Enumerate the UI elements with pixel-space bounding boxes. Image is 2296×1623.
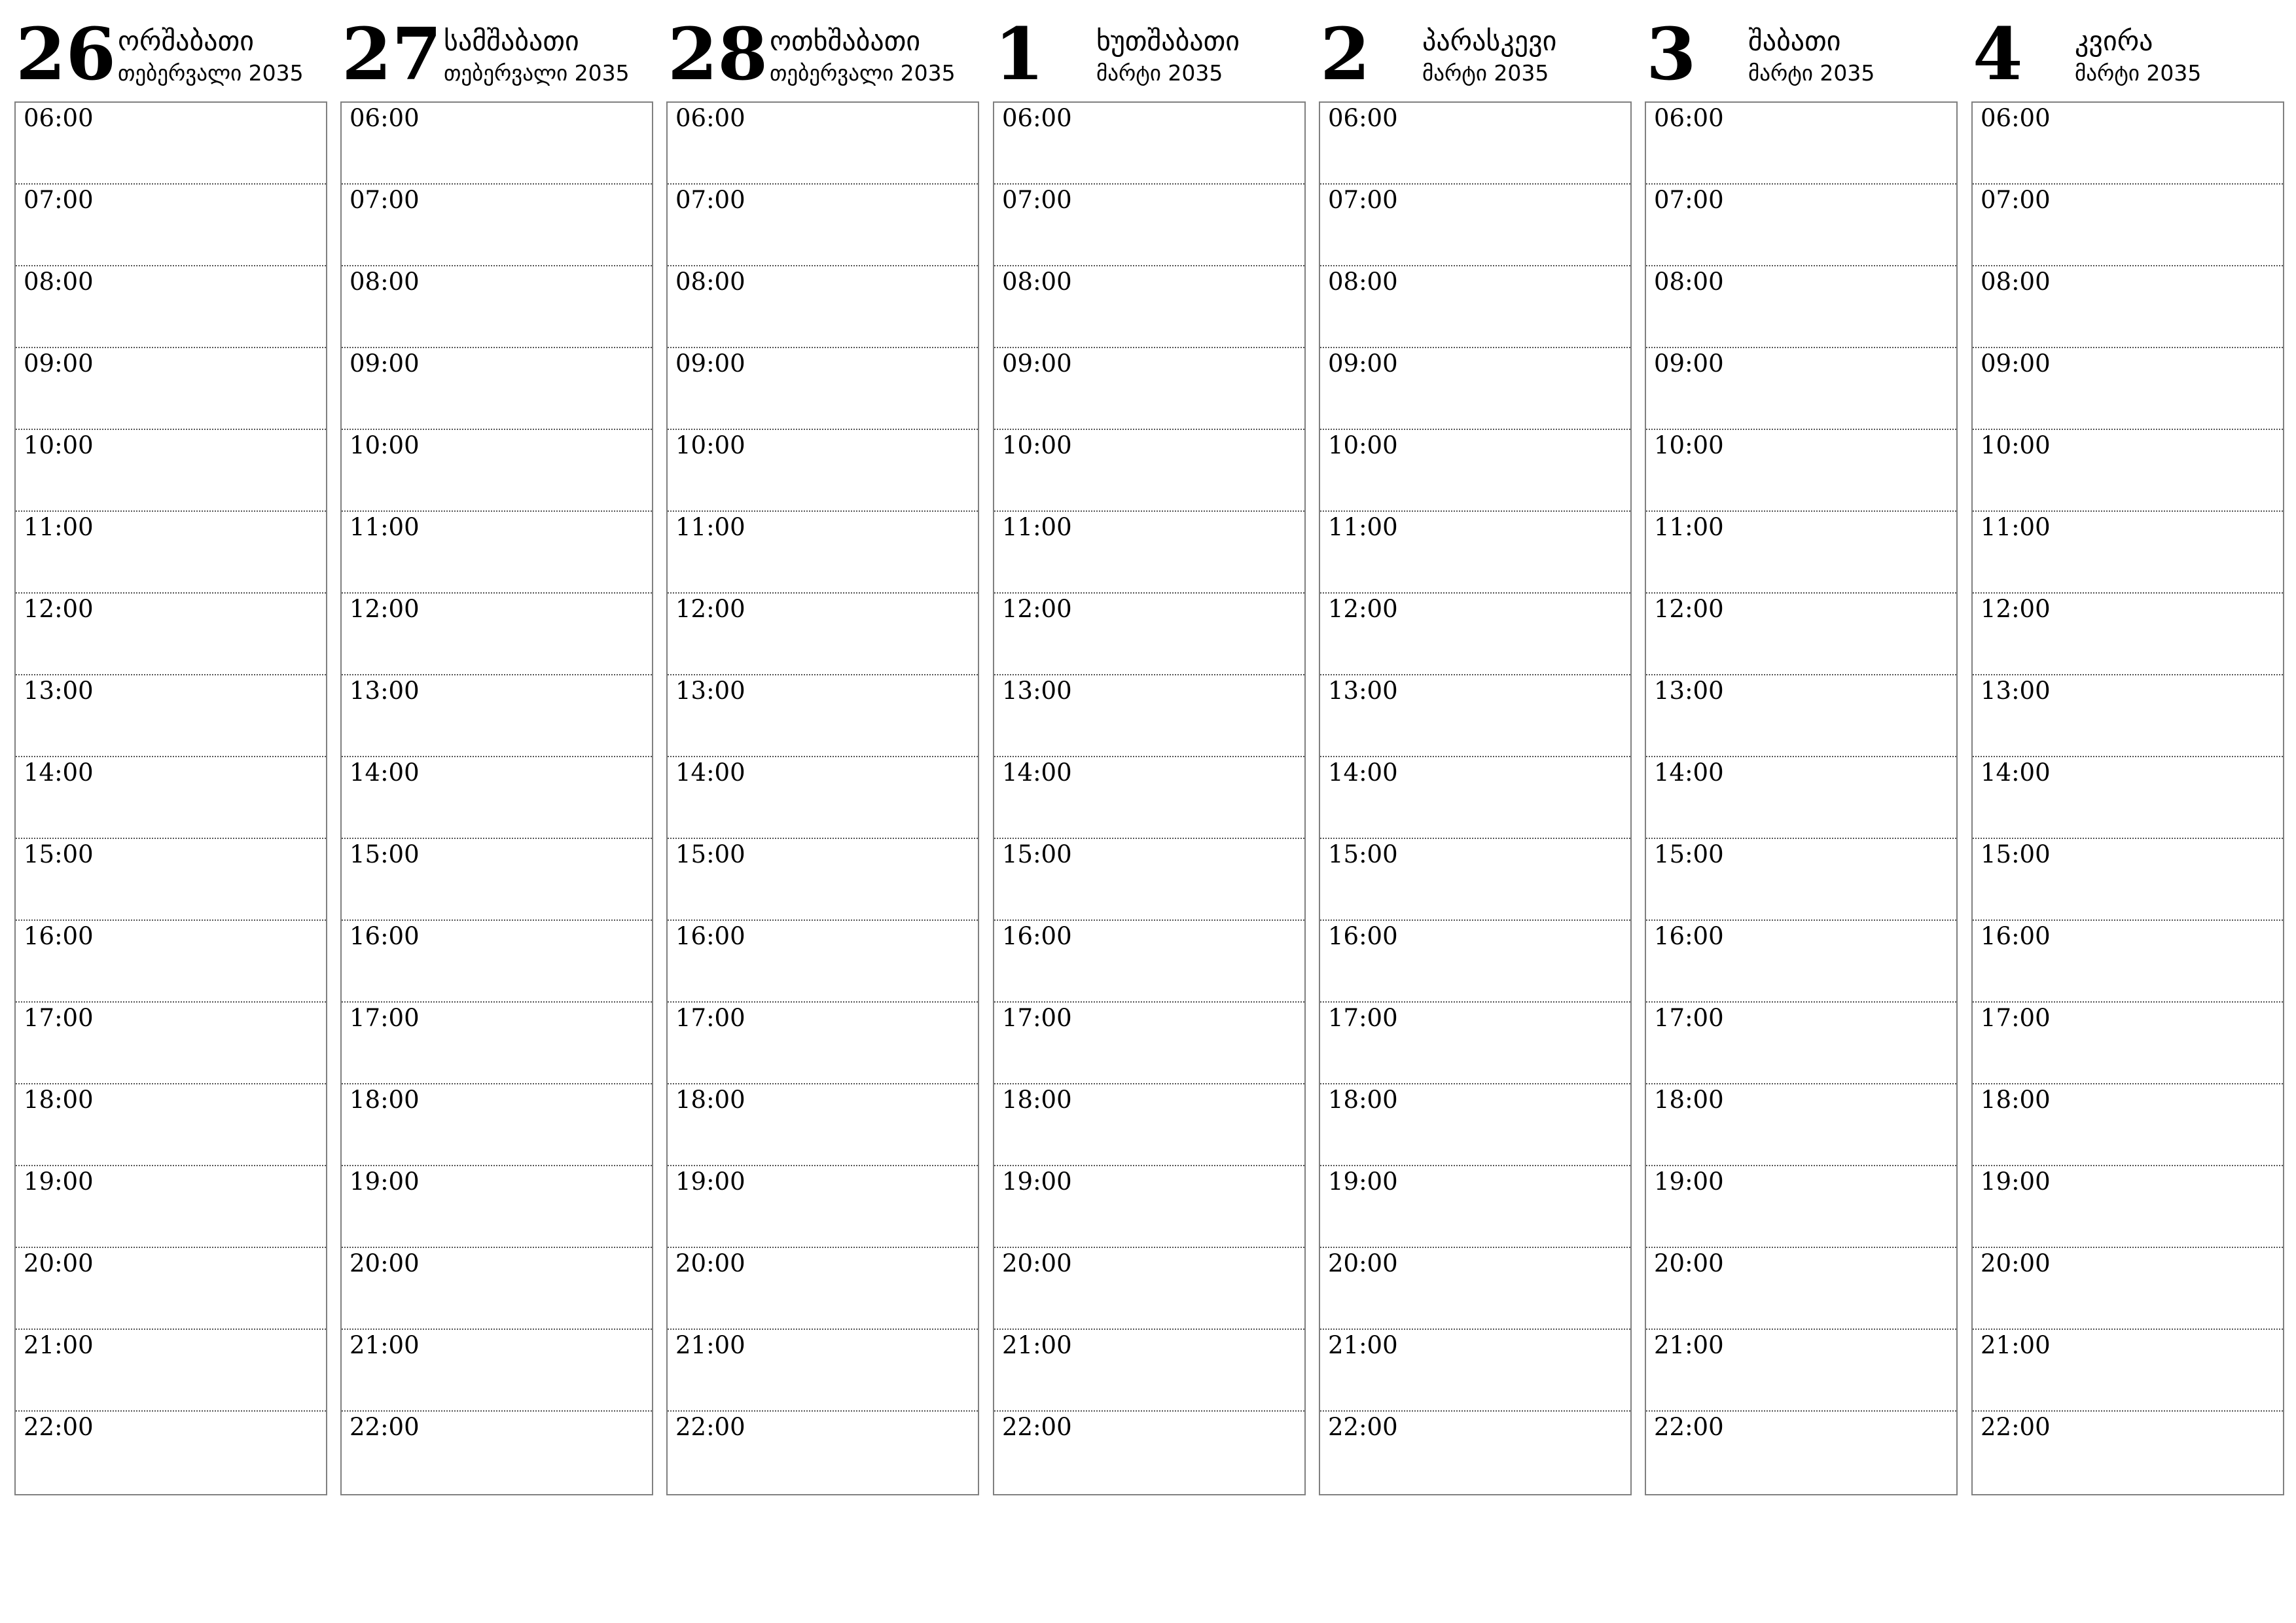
time-slot[interactable] [1320,1166,1630,1248]
day-header [14,0,327,101]
time-slot[interactable] [16,757,326,839]
time-slot[interactable] [16,185,326,266]
time-label: 07:00 [350,186,420,214]
time-label: 15:00 [350,840,420,868]
time-slot[interactable] [1646,675,1956,757]
time-label: 07:00 [1328,186,1398,214]
time-label: 19:00 [350,1168,420,1196]
time-slot[interactable] [16,1412,326,1493]
time-slot[interactable] [668,921,978,1003]
time-slot[interactable] [1646,594,1956,675]
time-label: 10:00 [675,431,745,459]
time-slot[interactable] [1973,1330,2283,1412]
time-label: 19:00 [1981,1168,2051,1196]
time-slot[interactable] [1973,921,2283,1003]
time-slot[interactable] [1646,839,1956,921]
time-label: 08:00 [1002,268,1072,296]
time-label: 13:00 [1654,677,1724,705]
time-slot[interactable] [1973,1412,2283,1493]
day-schedule-box [1971,101,2284,1495]
day-number: 4 [1973,12,2023,96]
time-label: 21:00 [1002,1331,1072,1359]
day-name: ორშაბათი [118,25,254,57]
time-slot[interactable] [342,921,652,1003]
time-slot[interactable] [668,185,978,266]
time-slot[interactable] [668,675,978,757]
time-label: 07:00 [675,186,745,214]
time-label: 08:00 [24,268,94,296]
time-label: 12:00 [675,595,745,623]
time-label: 10:00 [24,431,94,459]
time-label: 16:00 [1981,922,2051,950]
time-label: 13:00 [1002,677,1072,705]
time-slot[interactable] [1646,757,1956,839]
time-slot[interactable] [994,1166,1304,1248]
time-slot[interactable] [668,839,978,921]
time-label: 10:00 [1981,431,2051,459]
time-slot[interactable] [1973,1084,2283,1166]
time-slot[interactable] [994,185,1304,266]
day-name: პარასკევი [1422,25,1557,57]
time-slot[interactable] [16,839,326,921]
time-slot[interactable] [994,348,1304,430]
time-slot[interactable] [994,1248,1304,1330]
day-number: 27 [342,12,442,96]
time-slot[interactable] [342,512,652,594]
time-slot[interactable] [994,430,1304,512]
day-column [1971,0,2284,1441]
time-slot[interactable] [1320,839,1630,921]
time-label: 11:00 [350,513,420,541]
time-slot[interactable] [1320,185,1630,266]
time-slot[interactable] [1320,103,1630,185]
time-label: 20:00 [675,1249,745,1277]
time-label: 14:00 [1981,758,2051,787]
time-slot[interactable] [668,1412,978,1493]
time-label: 10:00 [1328,431,1398,459]
time-slot[interactable] [1320,1330,1630,1412]
time-label: 17:00 [1981,1004,2051,1032]
time-label: 13:00 [1981,677,2051,705]
time-slot[interactable] [994,757,1304,839]
time-slot[interactable] [1646,185,1956,266]
time-label: 18:00 [24,1086,94,1114]
time-label: 12:00 [1002,595,1072,623]
time-slot[interactable] [16,1003,326,1084]
time-slot[interactable] [16,1330,326,1412]
time-label: 21:00 [350,1331,420,1359]
month-year: მარტი 2035 [1096,60,1223,86]
time-label: 18:00 [350,1086,420,1114]
time-label: 09:00 [1002,349,1072,378]
time-label: 20:00 [1654,1249,1724,1277]
time-slot[interactable] [668,1248,978,1330]
time-label: 08:00 [350,268,420,296]
time-label: 20:00 [350,1249,420,1277]
time-slot[interactable] [994,921,1304,1003]
time-label: 11:00 [1328,513,1398,541]
time-label: 08:00 [1981,268,2051,296]
day-header [1319,0,1632,101]
time-label: 15:00 [1328,840,1398,868]
time-slot[interactable] [1646,1084,1956,1166]
time-slot[interactable] [342,594,652,675]
month-year: მარტი 2035 [1422,60,1549,86]
time-slot[interactable] [1320,512,1630,594]
time-slot[interactable] [668,594,978,675]
day-column [1319,0,1632,1441]
time-slot[interactable] [1646,1166,1956,1248]
time-slot[interactable] [1320,1084,1630,1166]
time-label: 19:00 [1328,1168,1398,1196]
time-label: 13:00 [1328,677,1398,705]
time-label: 15:00 [1654,840,1724,868]
time-slot[interactable] [668,348,978,430]
time-label: 17:00 [24,1004,94,1032]
day-header [340,0,653,101]
time-slot[interactable] [342,430,652,512]
time-slot[interactable] [342,1084,652,1166]
day-column [1645,0,1958,1441]
day-schedule-box [1319,101,1632,1495]
time-slot[interactable] [1646,512,1956,594]
time-slot[interactable] [1320,348,1630,430]
day-column [993,0,1306,1441]
time-label: 22:00 [675,1413,745,1441]
time-label: 17:00 [675,1004,745,1032]
time-label: 06:00 [675,104,745,132]
time-slot[interactable] [1973,1166,2283,1248]
time-slot[interactable] [16,1084,326,1166]
time-slot[interactable] [668,512,978,594]
time-label: 06:00 [1002,104,1072,132]
time-label: 16:00 [1654,922,1724,950]
time-slot[interactable] [1646,1330,1956,1412]
time-label: 15:00 [24,840,94,868]
time-label: 11:00 [1981,513,2051,541]
time-slot[interactable] [668,757,978,839]
time-label: 18:00 [1002,1086,1072,1114]
time-label: 19:00 [1654,1168,1724,1196]
time-slot[interactable] [1320,594,1630,675]
month-year: თებერვალი 2035 [444,60,630,86]
time-slot[interactable] [16,1166,326,1248]
time-slot[interactable] [994,594,1304,675]
time-label: 19:00 [1002,1168,1072,1196]
time-slot[interactable] [1973,675,2283,757]
time-slot[interactable] [16,512,326,594]
time-slot[interactable] [1973,348,2283,430]
time-label: 22:00 [24,1413,94,1441]
time-slot[interactable] [1973,512,2283,594]
time-label: 17:00 [1328,1004,1398,1032]
day-number: 28 [668,12,768,96]
time-label: 14:00 [1002,758,1072,787]
time-label: 06:00 [1328,104,1398,132]
time-label: 17:00 [1654,1004,1724,1032]
day-header [1645,0,1958,101]
time-slot[interactable] [1320,921,1630,1003]
day-name: ოთხშაბათი [770,25,921,57]
time-label: 16:00 [1328,922,1398,950]
time-label: 22:00 [1981,1413,2051,1441]
time-label: 09:00 [1328,349,1398,378]
time-slot[interactable] [16,1248,326,1330]
time-label: 10:00 [350,431,420,459]
time-label: 19:00 [24,1168,94,1196]
time-label: 09:00 [1981,349,2051,378]
time-label: 09:00 [24,349,94,378]
time-slot[interactable] [994,103,1304,185]
time-label: 16:00 [675,922,745,950]
time-label: 14:00 [24,758,94,787]
time-slot[interactable] [1320,675,1630,757]
time-slot[interactable] [342,266,652,348]
time-slot[interactable] [1646,430,1956,512]
time-label: 11:00 [1654,513,1724,541]
day-name: კვირა [2075,25,2153,57]
time-label: 18:00 [675,1086,745,1114]
time-label: 06:00 [350,104,420,132]
time-slot[interactable] [668,430,978,512]
month-year: თებერვალი 2035 [770,60,956,86]
time-label: 09:00 [350,349,420,378]
time-label: 14:00 [350,758,420,787]
time-slot[interactable] [1973,594,2283,675]
time-slot[interactable] [342,348,652,430]
time-slot[interactable] [1320,757,1630,839]
day-number: 1 [994,12,1045,96]
day-name: შაბათი [1748,25,1841,57]
time-slot[interactable] [342,757,652,839]
time-slot[interactable] [994,512,1304,594]
time-slot[interactable] [1973,839,2283,921]
time-slot[interactable] [1646,1248,1956,1330]
time-label: 12:00 [1654,595,1724,623]
time-label: 17:00 [350,1004,420,1032]
time-slot[interactable] [342,103,652,185]
day-schedule-box [340,101,653,1495]
time-label: 21:00 [675,1331,745,1359]
time-slot[interactable] [1320,430,1630,512]
time-slot[interactable] [342,185,652,266]
day-column [666,0,979,1441]
day-number: 26 [16,12,117,96]
time-label: 16:00 [1002,922,1072,950]
time-label: 22:00 [1654,1413,1724,1441]
time-label: 12:00 [350,595,420,623]
day-number: 2 [1320,12,1371,96]
time-label: 07:00 [1002,186,1072,214]
time-slot[interactable] [16,430,326,512]
month-year: მარტი 2035 [2075,60,2202,86]
time-label: 06:00 [24,104,94,132]
time-slot[interactable] [994,839,1304,921]
day-name: სამშაბათი [444,25,579,57]
time-slot[interactable] [994,1084,1304,1166]
time-label: 15:00 [1002,840,1072,868]
time-slot[interactable] [994,1003,1304,1084]
time-label: 06:00 [1981,104,2051,132]
time-slot[interactable] [668,1003,978,1084]
time-label: 20:00 [1981,1249,2051,1277]
time-slot[interactable] [342,1003,652,1084]
time-slot[interactable] [16,266,326,348]
day-header [666,0,979,101]
time-label: 14:00 [1654,758,1724,787]
time-slot[interactable] [668,1330,978,1412]
time-label: 22:00 [350,1413,420,1441]
time-label: 10:00 [1002,431,1072,459]
time-label: 13:00 [675,677,745,705]
day-schedule-box [666,101,979,1495]
time-label: 17:00 [1002,1004,1072,1032]
time-label: 08:00 [1654,268,1724,296]
day-number: 3 [1646,12,1696,96]
time-label: 06:00 [1654,104,1724,132]
time-label: 21:00 [1981,1331,2051,1359]
time-slot[interactable] [1646,266,1956,348]
time-label: 07:00 [24,186,94,214]
time-slot[interactable] [1973,757,2283,839]
day-schedule-box [14,101,327,1495]
day-header [993,0,1306,101]
time-slot[interactable] [668,1084,978,1166]
time-label: 09:00 [675,349,745,378]
time-label: 08:00 [1328,268,1398,296]
time-slot[interactable] [342,1248,652,1330]
day-column [340,0,653,1441]
time-label: 14:00 [1328,758,1398,787]
day-header [1971,0,2284,101]
time-slot[interactable] [16,594,326,675]
time-slot[interactable] [16,348,326,430]
time-slot[interactable] [1973,103,2283,185]
time-label: 14:00 [675,758,745,787]
time-label: 12:00 [1328,595,1398,623]
time-label: 11:00 [24,513,94,541]
time-label: 18:00 [1654,1086,1724,1114]
time-slot[interactable] [1320,1003,1630,1084]
time-label: 21:00 [1654,1331,1724,1359]
time-slot[interactable] [342,1166,652,1248]
time-slot[interactable] [1973,1003,2283,1084]
time-slot[interactable] [342,675,652,757]
time-label: 21:00 [1328,1331,1398,1359]
time-slot[interactable] [1973,430,2283,512]
time-label: 13:00 [24,677,94,705]
time-slot[interactable] [1646,1412,1956,1493]
time-label: 16:00 [350,922,420,950]
time-label: 10:00 [1654,431,1724,459]
time-slot[interactable] [1646,348,1956,430]
time-label: 20:00 [24,1249,94,1277]
time-slot[interactable] [668,266,978,348]
time-slot[interactable] [994,1330,1304,1412]
time-label: 12:00 [1981,595,2051,623]
day-name: ხუთშაბათი [1096,25,1240,57]
time-label: 18:00 [1981,1086,2051,1114]
time-label: 09:00 [1654,349,1724,378]
time-label: 18:00 [1328,1086,1398,1114]
time-label: 21:00 [24,1331,94,1359]
time-label: 11:00 [675,513,745,541]
time-slot[interactable] [342,839,652,921]
time-label: 22:00 [1002,1413,1072,1441]
time-slot[interactable] [1973,266,2283,348]
time-slot[interactable] [1320,1412,1630,1493]
time-slot[interactable] [1973,185,2283,266]
time-slot[interactable] [16,675,326,757]
month-year: მარტი 2035 [1748,60,1875,86]
day-column [14,0,327,1441]
time-label: 15:00 [1981,840,2051,868]
time-slot[interactable] [342,1412,652,1493]
time-label: 16:00 [24,922,94,950]
time-slot[interactable] [1973,1248,2283,1330]
time-slot[interactable] [1646,921,1956,1003]
time-slot[interactable] [342,1330,652,1412]
time-slot[interactable] [994,1412,1304,1493]
time-slot[interactable] [1320,1248,1630,1330]
time-label: 08:00 [675,268,745,296]
time-label: 19:00 [675,1168,745,1196]
time-slot[interactable] [1646,1003,1956,1084]
time-slot[interactable] [16,921,326,1003]
time-label: 11:00 [1002,513,1072,541]
month-year: თებერვალი 2035 [118,60,304,86]
time-slot[interactable] [1646,103,1956,185]
time-slot[interactable] [994,266,1304,348]
time-label: 15:00 [675,840,745,868]
time-slot[interactable] [16,103,326,185]
time-label: 20:00 [1002,1249,1072,1277]
time-slot[interactable] [994,675,1304,757]
time-slot[interactable] [668,1166,978,1248]
time-label: 13:00 [350,677,420,705]
day-schedule-box [1645,101,1958,1495]
time-label: 07:00 [1981,186,2051,214]
time-label: 22:00 [1328,1413,1398,1441]
day-schedule-box [993,101,1306,1495]
time-label: 20:00 [1328,1249,1398,1277]
time-label: 12:00 [24,595,94,623]
time-slot[interactable] [1320,266,1630,348]
time-label: 07:00 [1654,186,1724,214]
time-slot[interactable] [668,103,978,185]
